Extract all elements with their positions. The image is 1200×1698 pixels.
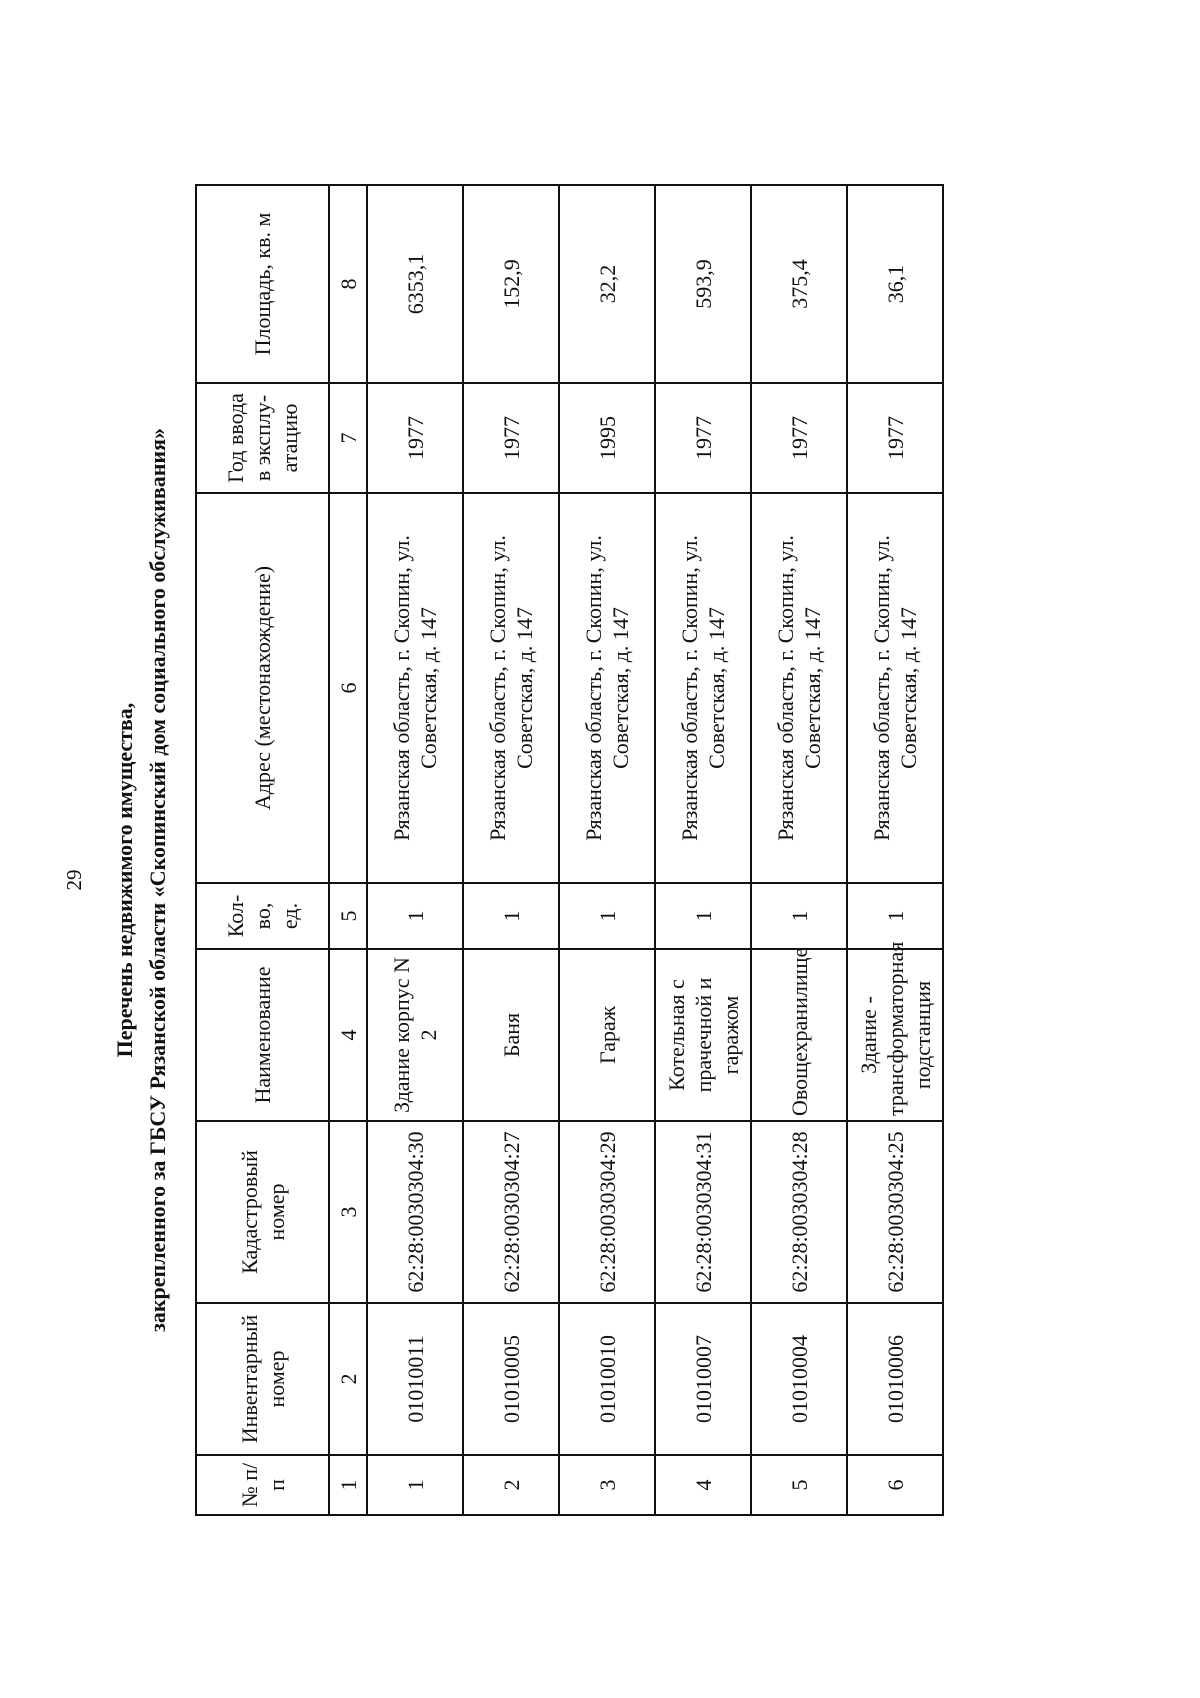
table-row xyxy=(655,185,751,1515)
table-cell: 1977 xyxy=(463,383,559,493)
table-cell: 4 xyxy=(655,1455,751,1515)
column-number-cell: 6 xyxy=(329,493,367,883)
table-cell: Рязанская область, г. Скопин, ул. Советская, д. 147 xyxy=(655,493,751,883)
table-cell: 6 xyxy=(847,1455,943,1515)
table-cell: Баня xyxy=(463,949,559,1121)
header-cell: Площадь, кв. м xyxy=(196,185,329,383)
table-cell: Здание корпус N 2 xyxy=(367,949,463,1121)
table-cell: 1 xyxy=(367,1455,463,1515)
column-number-cell: 2 xyxy=(329,1303,367,1455)
table-cell: 1977 xyxy=(655,383,751,493)
table-cell: 593,9 xyxy=(655,185,751,383)
table-cell: Здание - трансформаторная подстанция xyxy=(847,949,943,1121)
column-number-row xyxy=(329,185,367,1515)
table-cell: 3 xyxy=(559,1455,655,1515)
property-table xyxy=(195,184,944,1516)
table-row xyxy=(367,185,463,1515)
table-cell: 62:28:0030304:30 xyxy=(367,1121,463,1303)
table-cell: 62:28:0030304:25 xyxy=(847,1121,943,1303)
table-cell: 2 xyxy=(463,1455,559,1515)
header-cell: Кол-во, ед. xyxy=(196,883,329,949)
rotated-page-content xyxy=(0,170,935,1590)
document-title xyxy=(108,170,174,1590)
table-cell: Овощехранилище xyxy=(751,949,847,1121)
table-cell: 1 xyxy=(367,883,463,949)
table-cell: Рязанская область, г. Скопин, ул. Советская, д. 147 xyxy=(367,493,463,883)
table-cell: 1977 xyxy=(847,383,943,493)
column-number-cell: 5 xyxy=(329,883,367,949)
page-number: 29 xyxy=(62,869,86,891)
table-cell: 01010004 xyxy=(751,1303,847,1455)
header-cell: Год ввода в эксплу-атацию xyxy=(196,383,329,493)
table-cell: 01010006 xyxy=(847,1303,943,1455)
table-cell: 375,4 xyxy=(751,185,847,383)
table-cell: 36,1 xyxy=(847,185,943,383)
table-cell: Рязанская область, г. Скопин, ул. Советская, д. 147 xyxy=(559,493,655,883)
table-row xyxy=(559,185,655,1515)
table-cell: 5 xyxy=(751,1455,847,1515)
table-cell: 1995 xyxy=(559,383,655,493)
table-cell: 01010010 xyxy=(559,1303,655,1455)
header-cell: Кадастровый номер xyxy=(196,1121,329,1303)
table-cell: 1 xyxy=(751,883,847,949)
table-cell: Котельная с прачечной и гаражом xyxy=(655,949,751,1121)
table-cell: 62:28:0030304:28 xyxy=(751,1121,847,1303)
table-cell: 62:28:0030304:31 xyxy=(655,1121,751,1303)
table-cell: 62:28:0030304:29 xyxy=(559,1121,655,1303)
table-cell: 1977 xyxy=(367,383,463,493)
table-cell: 1 xyxy=(847,883,943,949)
table-cell: Рязанская область, г. Скопин, ул. Советская, д. 147 xyxy=(463,493,559,883)
header-cell: Наименование xyxy=(196,949,329,1121)
table-cell: 1 xyxy=(559,883,655,949)
table-cell: Гараж xyxy=(559,949,655,1121)
table-cell: Рязанская область, г. Скопин, ул. Советская, д. 147 xyxy=(847,493,943,883)
header-cell: № п/п xyxy=(196,1455,329,1515)
table-cell: 1977 xyxy=(751,383,847,493)
header-cell: Инвентарный номер xyxy=(196,1303,329,1455)
table-cell: 152,9 xyxy=(463,185,559,383)
column-number-cell: 4 xyxy=(329,949,367,1121)
table-header-row xyxy=(196,185,329,1515)
column-number-cell: 1 xyxy=(329,1455,367,1515)
table-cell: 6353,1 xyxy=(367,185,463,383)
table-cell: 32,2 xyxy=(559,185,655,383)
table-cell: 01010005 xyxy=(463,1303,559,1455)
table-row xyxy=(751,185,847,1515)
table-row xyxy=(463,185,559,1515)
table-cell: 1 xyxy=(463,883,559,949)
table-row xyxy=(847,185,943,1515)
table-cell: 62:28:0030304:27 xyxy=(463,1121,559,1303)
table-cell: 01010011 xyxy=(367,1303,463,1455)
table-cell: Рязанская область, г. Скопин, ул. Советская, д. 147 xyxy=(751,493,847,883)
title-line-1: Перечень недвижимого имущества, xyxy=(112,702,137,1058)
title-line-2: закрепленного за ГБСУ Рязанской области «Скопинский дом социального обслуживания» xyxy=(145,428,170,1332)
column-number-cell: 3 xyxy=(329,1121,367,1303)
column-number-cell: 7 xyxy=(329,383,367,493)
table-cell: 1 xyxy=(655,883,751,949)
table-cell: 01010007 xyxy=(655,1303,751,1455)
header-cell: Адрес (местонахождение) xyxy=(196,493,329,883)
column-number-cell: 8 xyxy=(329,185,367,383)
